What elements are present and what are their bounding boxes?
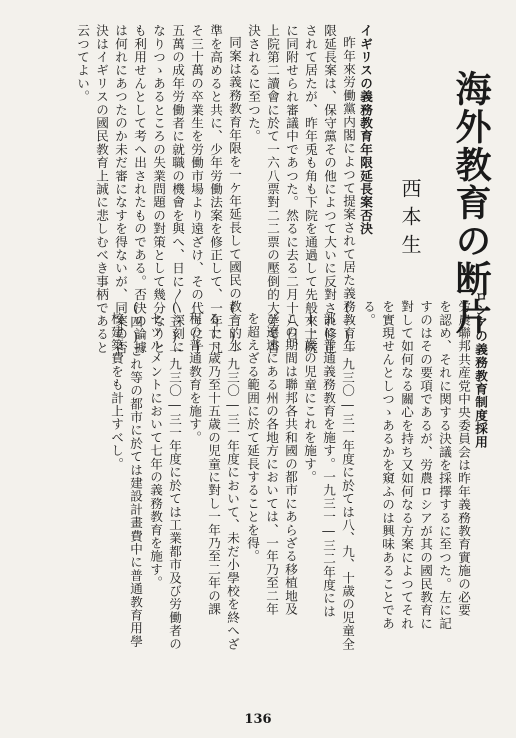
section2-line: は何れにあつたのか未だ審になすを得ないが、同案の否 [113,24,128,354]
section2-line: 五萬の成年労働者に就職の機會を與へ、日に〳〵深刻に [170,24,185,354]
page-title: 海外教育の断片 [450,70,492,336]
section1-line: セツルメントにおいて七年の義務教育を施す。 [148,312,163,590]
section2-line: 云つてよい。 [75,24,90,104]
section1-line: (二)一九三〇―三一年度において、未だ小學校を終へざ [225,300,240,651]
section1-line: (三)一九三〇―三一年度に於ては工業都市及び労働者の [167,300,182,651]
author-name: 西本生 [398,178,422,262]
section1-line: 部に普通義務教育を施す。一九三一―三二年度には [321,312,336,618]
section1-line: この期間は聯邦各共和國の都市にあらざる移植地及 [283,312,298,616]
page-number: 136 [244,712,272,727]
section1-line: 十一歳の児童にこれを施す。 [302,312,317,484]
section1-line: すのはその要項であるが、労農ロシアが其の國民教育に [418,300,433,630]
section1-line: る。 [361,300,376,327]
section1-line: 労農聯邦共産党中央委員会は昨年義務教育實施の必要 [456,300,471,617]
section1-line: 程の普通教育を施す。 [187,312,202,444]
section1-line: 校建築費をも計上すべし。 [109,312,124,471]
section1-line: る十一歳乃至十五歳の児童に對し一年乃至二年の課 [206,312,221,616]
section1-line: を實現せんとしつゝあるかを窺ふのは興味あることであ [380,300,395,630]
section2-line: 準を高めると共に、少年労働法案を修正して、一年に凡 [208,24,223,354]
section2-line: 上院第二讀會に於て一六八票對二二票の壓倒的大差で否 [265,24,280,354]
section2-line: なりつゝあるところの失業問題の對策として幾分なりと [151,24,166,354]
section1-heading: ロシアの義務教育制度採用 [473,290,488,449]
section2-line: されて居たが、昨年兎も角も下院を通過して先般來上院 [303,24,318,354]
section2-line: そ三十萬の卒業生を労働市場より遠ざけ、その代りに十 [189,24,204,354]
section2-line: 昨年來労働黨内閣によつて提案されて居た義務教育年 [341,36,356,353]
section2-heading: イギリスの義務教育年限延長案否決 [358,24,373,236]
section2-line: 決されるに至つた。 [246,24,261,143]
section1-line: (四)これ等の都市に於ては建設計畫費中に普通教育用學 [128,300,143,648]
section2-line: 決はイギリスの國民教育上誠に悲しむべき事柄であると [94,24,109,354]
section1-line: び遼遠にある州の各地方においては、一年乃至二年 [264,312,279,616]
section2-line: に同附せられ審議中であつた。然るに去る二月十八日、 [284,24,299,354]
section1-line: を超えざる範囲に於て延長することを得。 [245,312,260,563]
section1-line: 對して如何なる關心を持ち又如何なる方案によつてそれ [399,300,414,630]
section2-line: 同案は義務教育年限を一ケ年延長して國民の教育的水 [227,36,242,353]
section1-line: (一)一九三〇―三一年度に於ては八、九、十歳の児童全 [340,300,355,651]
section1-line: を認め、それに関する決議を採擇するに至つた。左に記 [437,300,452,630]
section2-line: 限延長案は、保守黨その他によつて大いに反對され修正 [322,24,337,354]
section2-line: も利用せんとして考へ出されたものである。否決の論據 [132,24,147,354]
